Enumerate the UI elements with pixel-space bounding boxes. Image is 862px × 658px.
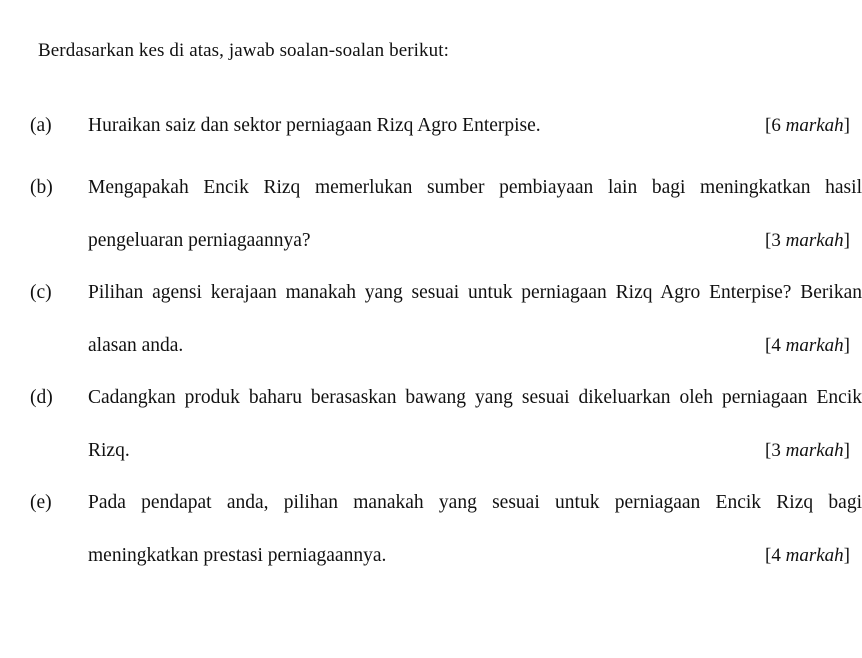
question-letter: (c) xyxy=(30,282,52,303)
question-a xyxy=(30,114,862,138)
question-text-continued: pengeluaran perniagaannya? xyxy=(88,230,311,251)
question-text-continued: alasan anda. xyxy=(88,335,184,356)
question-text: Huraikan saiz dan sektor perniagaan Rizq Agro Enterpise. xyxy=(88,115,541,136)
question-letter: (d) xyxy=(30,387,53,408)
question-b xyxy=(30,176,862,253)
question-d xyxy=(30,386,862,463)
question-text: Mengapakah Encik Rizq memerlukan sumber pembiayaan lain bagi meningkatkan hasil xyxy=(88,177,862,198)
question-text-continued: meningkatkan prestasi perniagaannya. xyxy=(88,545,387,566)
question-text: Pada pendapat anda, pilihan manakah yang sesuai untuk perniagaan Encik Rizq bagi xyxy=(88,492,862,513)
question-text: Cadangkan produk baharu berasaskan bawang yang sesuai dikeluarkan oleh perniagaan Encik xyxy=(88,387,862,408)
marks-allocation: [6 markah] xyxy=(765,115,850,136)
question-letter: (e) xyxy=(30,492,52,513)
marks-allocation: [4 markah] xyxy=(765,335,850,356)
question-e xyxy=(30,491,862,568)
marks-allocation: [3 markah] xyxy=(765,230,850,251)
question-text: Pilihan agensi kerajaan manakah yang sesuai untuk perniagaan Rizq Agro Enterpise? Berikan xyxy=(88,282,862,303)
question-letter: (b) xyxy=(30,177,53,198)
question-c xyxy=(30,281,862,358)
marks-allocation: [4 markah] xyxy=(765,545,850,566)
question-letter: (a) xyxy=(30,115,52,136)
question-text-continued: Rizq. xyxy=(88,440,130,461)
instructions-heading: Berdasarkan kes di atas, jawab soalan-soalan berikut: xyxy=(38,40,450,61)
marks-allocation: [3 markah] xyxy=(765,440,850,461)
